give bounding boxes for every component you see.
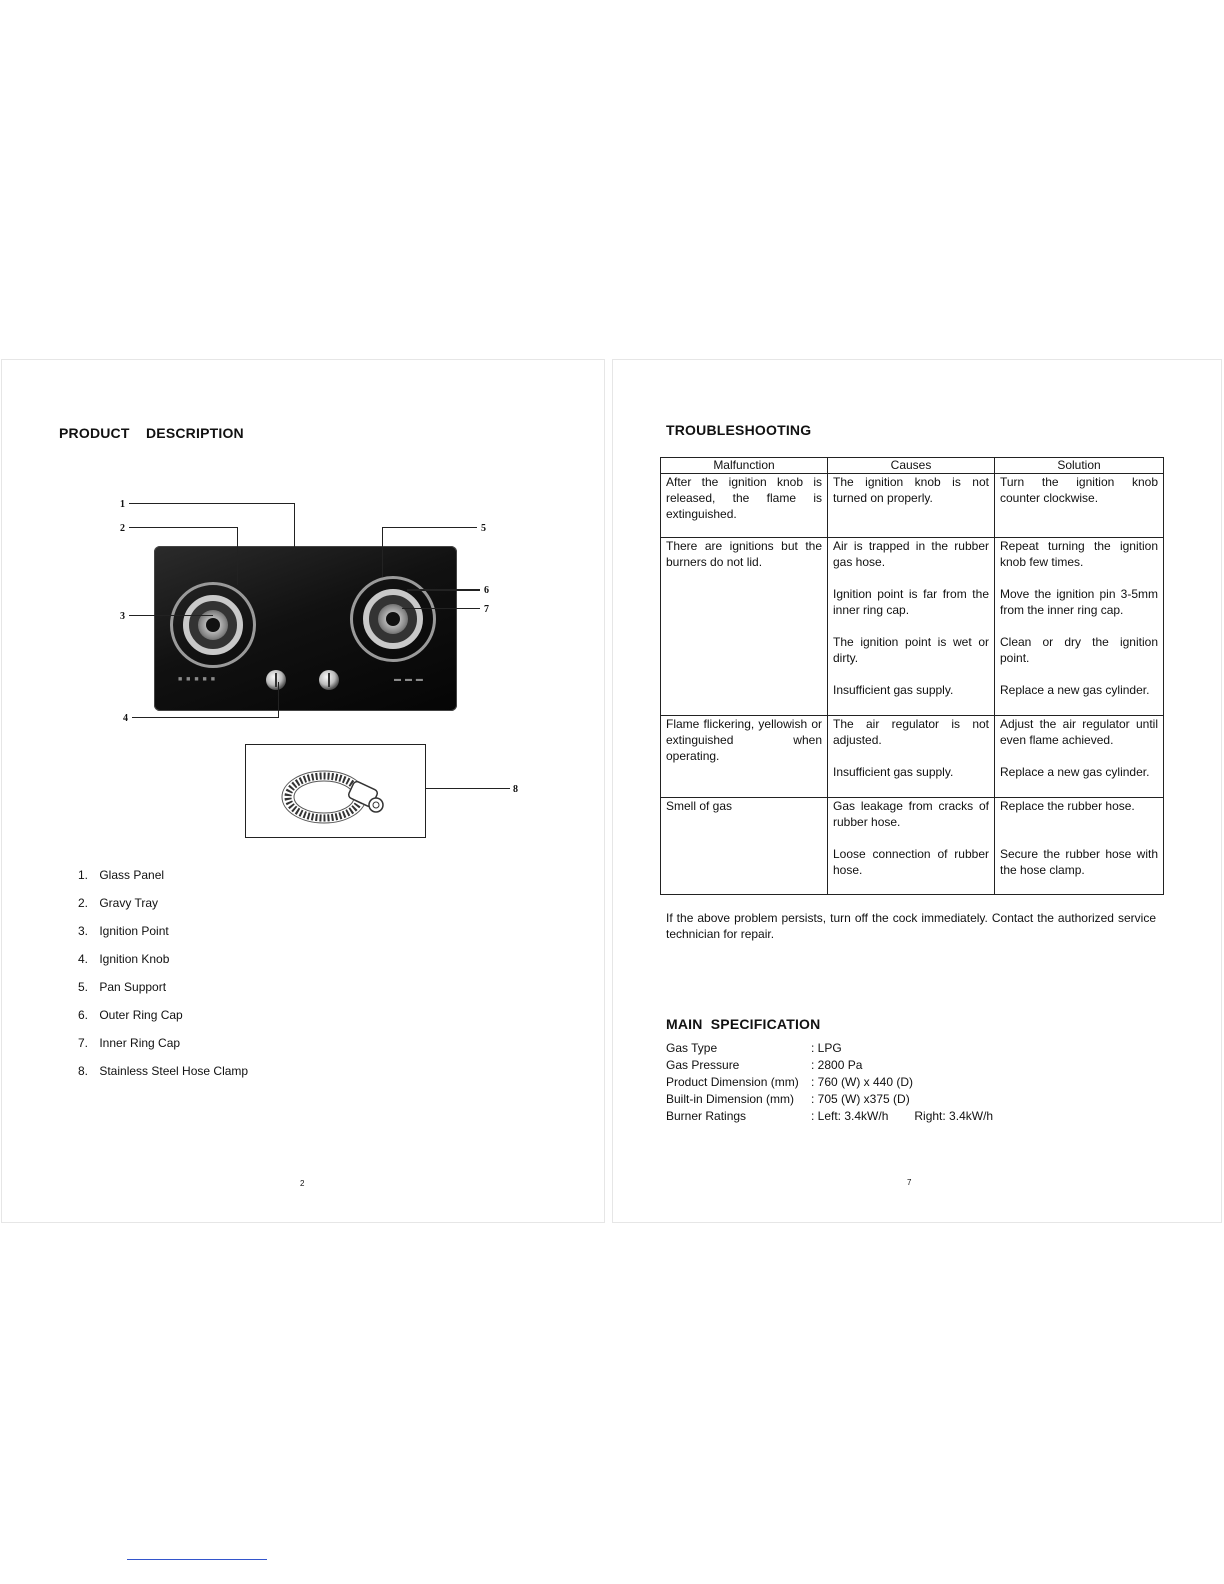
table-row xyxy=(661,716,1164,798)
callout-8: 8 xyxy=(513,784,518,795)
cause-cell: The ignition knob is not turned on properly. xyxy=(828,474,995,538)
column-header: Solution xyxy=(995,458,1164,474)
callout-1: 1 xyxy=(120,499,125,510)
hose-clamp-illustration xyxy=(246,745,425,837)
solution-cell: Turn the ignition knob counter clockwise. xyxy=(995,474,1164,538)
product-description-heading: PRODUCT DESCRIPTION xyxy=(59,425,244,441)
cause-cell: Gas leakage from cracks of rubber hose. Loose connection of rubber hose. xyxy=(828,798,995,895)
right-page xyxy=(612,359,1222,1223)
spec-row: Gas Pressure : 2800 Pa xyxy=(666,1058,863,1072)
table-row xyxy=(661,474,1164,538)
list-item: 3. Ignition Point xyxy=(78,924,169,938)
malfunction-cell: There are ignitions but the burners do not lid. xyxy=(661,538,828,716)
callout-7: 7 xyxy=(484,604,489,615)
solution-cell: Adjust the air regulator until even flame achieved. Replace a new gas cylinder. xyxy=(995,716,1164,798)
malfunction-cell: Flame flickering, yellowish or extinguished when operating. xyxy=(661,716,828,798)
link-underline xyxy=(127,1559,267,1560)
troubleshooting-heading: TROUBLESHOOTING xyxy=(666,422,812,438)
list-item: 5. Pan Support xyxy=(78,980,167,994)
table-row xyxy=(661,798,1164,895)
right-knob-icon xyxy=(319,670,339,690)
left-knob-icon xyxy=(266,670,286,690)
callout-4: 4 xyxy=(123,713,128,724)
list-item: 8. Stainless Steel Hose Clamp xyxy=(78,1064,249,1078)
main-specification-heading: MAIN SPECIFICATION xyxy=(666,1016,821,1032)
troubleshooting-note: If the above problem persists, turn off the cock immediately. Contact the authorized service technician for repair. xyxy=(666,911,1156,941)
hose-clamp-box xyxy=(245,744,426,838)
spec-row: Product Dimension (mm) : 760 (W) x 440 (D) xyxy=(666,1075,914,1089)
page-number: 2 xyxy=(300,1179,305,1188)
column-header: Causes xyxy=(828,458,995,474)
spec-row: Built-in Dimension (mm) : 705 (W) x375 (D) xyxy=(666,1092,910,1106)
specification-list xyxy=(666,1040,993,1125)
cause-cell: Air is trapped in the rubber gas hose. Ignition point is far from the inner ring cap. The ignition point is wet or dirty. Insufficient gas supply. xyxy=(828,538,995,716)
list-item: 6. Outer Ring Cap xyxy=(78,1008,183,1022)
page-number: 7 xyxy=(907,1178,912,1187)
callout-2: 2 xyxy=(120,523,125,534)
list-item: 1. Glass Panel xyxy=(78,868,165,882)
cause-cell: The air regulator is not adjusted. Insufficient gas supply. xyxy=(828,716,995,798)
table-row xyxy=(661,538,1164,716)
callout-3: 3 xyxy=(120,611,125,622)
parts-list xyxy=(78,868,248,1092)
left-page xyxy=(1,359,605,1223)
callout-5: 5 xyxy=(481,523,486,534)
list-item: 7. Inner Ring Cap xyxy=(78,1036,181,1050)
list-item: 4. Ignition Knob xyxy=(78,952,170,966)
column-header: Malfunction xyxy=(661,458,828,474)
solution-cell: Repeat turning the ignition knob few times. Move the ignition pin 3-5mm from the inner ring cap. Clean or dry the ignition point. Replace a new gas cylinder. xyxy=(995,538,1164,716)
solution-cell: Replace the rubber hose. Secure the rubber hose with the hose clamp. xyxy=(995,798,1164,895)
troubleshooting-table xyxy=(660,457,1164,895)
malfunction-cell: Smell of gas xyxy=(661,798,828,895)
spec-row: Burner Ratings : Left: 3.4kW/h Right: 3.4kW/h xyxy=(666,1109,994,1123)
gas-hob-illustration: ■ ■ ■ ■ ■ ▬ ▬ ▬ xyxy=(154,546,457,711)
table-header-row xyxy=(661,458,1164,474)
list-item: 2. Gravy Tray xyxy=(78,896,159,910)
spec-row: Gas Type : LPG xyxy=(666,1041,842,1055)
callout-6: 6 xyxy=(484,585,489,596)
malfunction-cell: After the ignition knob is released, the flame is extinguished. xyxy=(661,474,828,538)
